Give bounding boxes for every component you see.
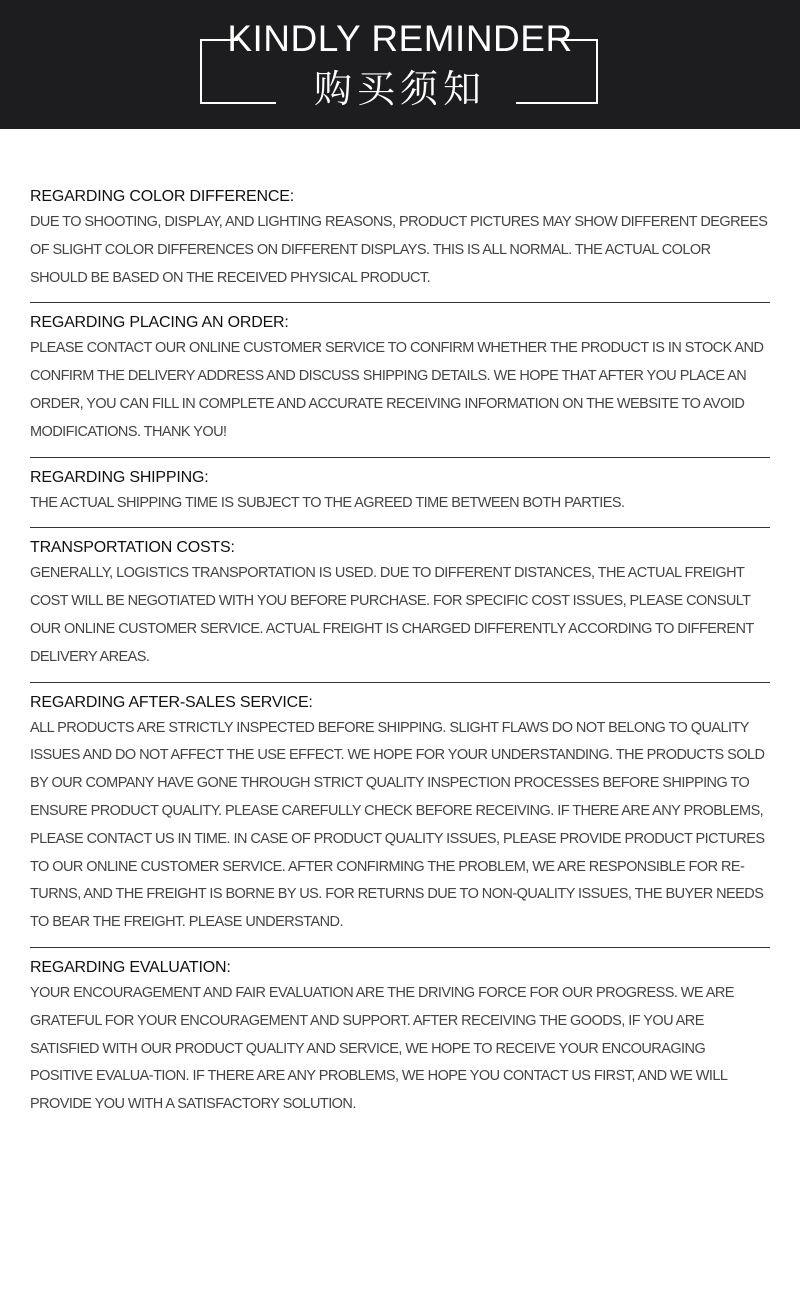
header-banner: [0, 0, 800, 129]
section-placing-order: [30, 303, 770, 457]
section-after-sales: [30, 683, 770, 948]
section-color-difference: [30, 177, 770, 303]
section-body: GENERALLY, LOGISTICS TRANSPORTATION IS USED. DUE TO DIFFERENT DISTANCES, THE ACTUAL FREIGHT COST WILL BE NEGOTIATED WITH YOU BEFORE PURCHASE. FOR SPECIFIC COST ISSUES, PLEASE CONSULT OUR ONLINE CUSTOMER SERVICE. ACTUAL FREIGHT IS CHARGED DIFFERENTLY ACCORDING TO DIFFERENT DELIVERY AREAS.: [30, 565, 754, 665]
section-title: REGARDING AFTER-SALES SERVICE:: [30, 693, 313, 711]
section-title: REGARDING COLOR DIFFERENCE:: [30, 188, 294, 205]
section-title: REGARDING SHIPPING:: [30, 468, 209, 486]
section-title: REGARDING PLACING AN ORDER:: [30, 314, 289, 332]
header-title-cn: 购买须知: [313, 67, 486, 111]
section-body: ALL PRODUCTS ARE STRICTLY INSPECTED BEFORE SHIPPING. SLIGHT FLAWS DO NOT BELONG TO QUALITY ISSUES AND DO NOT AFFECT THE USE EFFECT. WE HOPE FOR YOUR UNDERSTANDING. THE PRODUCTS SOLD BY OUR COMPANY HAVE GONE THROUGH STRICT QUALITY INSPECTION PROCESSES BEFORE SHIPPING TO ENSURE PRODUCT QUALITY. PLEASE CAREFULLY CHECK BEFORE RECEIVING. IF THERE ARE ANY PROBLEMS, PLEASE CONTACT US IN TIME. IN CASE OF PRODUCT QUALITY ISSUES, PLEASE PROVIDE PRODUCT PICTURES TO OUR ONLINE CUSTOMER SERVICE. AFTER CONFIRMING THE PROBLEM, WE ARE RESPONSIBLE FOR RE-TURNS, AND THE FREIGHT IS BORNE BY US. FOR RETURNS DUE TO NON-QUALITY ISSUES, THE BUYER NEEDS TO BEAR THE FREIGHT. PLEASE UNDERSTAND.: [30, 719, 765, 931]
section-title: TRANSPORTATION COSTS:: [30, 539, 235, 557]
header-title-en: KINDLY REMINDER: [227, 18, 573, 59]
section-transportation-costs: [30, 528, 770, 682]
section-body: PLEASE CONTACT OUR ONLINE CUSTOMER SERVICE TO CONFIRM WHETHER THE PRODUCT IS IN STOCK AND CONFIRM THE DELIVERY ADDRESS AND DISCUSS SHIPPING DETAILS. WE HOPE THAT AFTER YOU PLACE AN ORDER, YOU CAN FILL IN COMPLETE AND ACCURATE RECEIVING INFORMATION ON THE WEBSITE TO AVOID MODIFICATIONS. THANK YOU!: [30, 340, 764, 440]
section-body: DUE TO SHOOTING, DISPLAY, AND LIGHTING REASONS, PRODUCT PICTURES MAY SHOW DIFFERENT DEGREES OF SLIGHT COLOR DIFFERENCES ON DIFFERENT DISPLAYS. THIS IS ALL NORMAL. THE ACTUAL COLOR SHOULD BE BASED ON THE RECEIVED PHYSICAL PRODUCT.: [30, 214, 768, 286]
section-evaluation: [30, 948, 770, 1129]
section-shipping: [30, 458, 770, 529]
section-body: YOUR ENCOURAGEMENT AND FAIR EVALUATION ARE THE DRIVING FORCE FOR OUR PROGRESS. WE ARE GRATEFUL FOR YOUR ENCOURAGEMENT AND SUPPORT. AFTER RECEIVING THE GOODS, IF YOU ARE SATISFIED WITH OUR PRODUCT QUALITY AND SERVICE, WE HOPE TO RECEIVE YOUR ENCOURAGING POSITIVE EVALUA-TION. IF THERE ARE ANY PROBLEMS, WE HOPE YOU CONTACT US FIRST, AND WE WILL PROVIDE YOU WITH A SATISFACTORY SOLUTION.: [30, 984, 734, 1113]
section-title: REGARDING EVALUATION:: [30, 958, 231, 976]
notice-content: [0, 129, 800, 1129]
section-body: THE ACTUAL SHIPPING TIME IS SUBJECT TO THE AGREED TIME BETWEEN BOTH PARTIES.: [30, 494, 625, 511]
